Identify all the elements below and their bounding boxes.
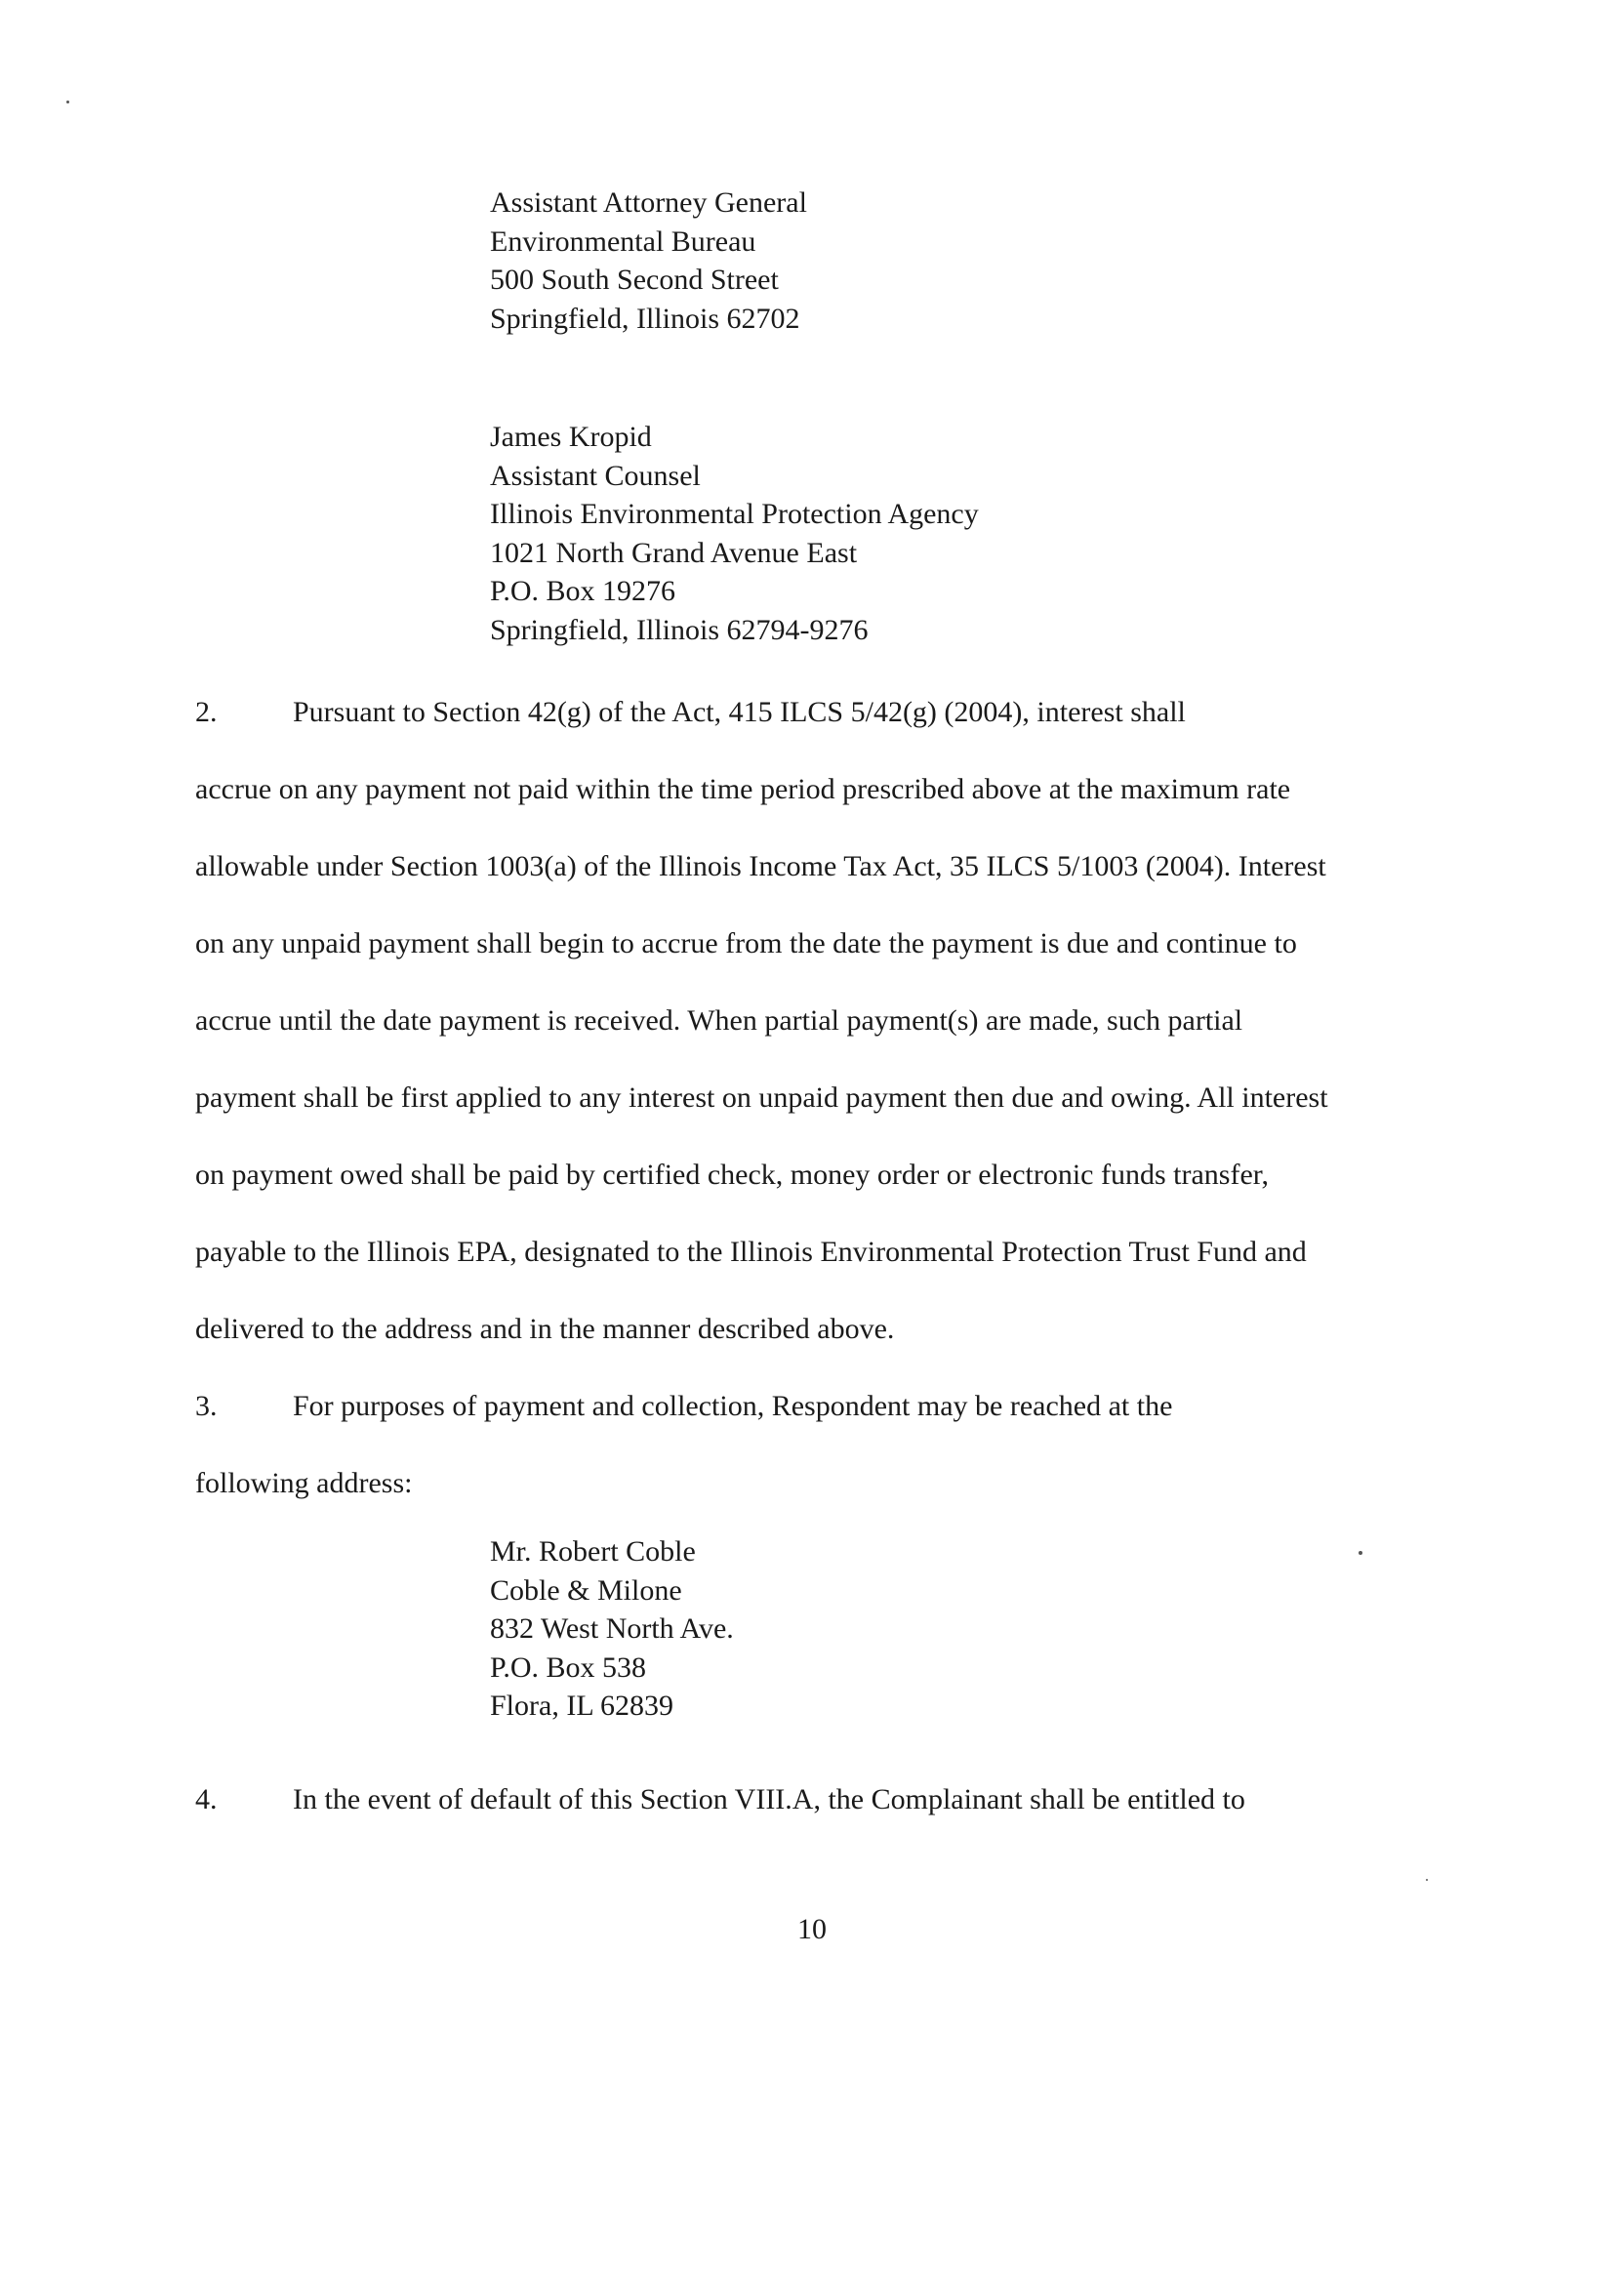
address-line: Mr. Robert Coble xyxy=(490,1535,696,1568)
paragraph-text: Pursuant to Section 42(g) of the Act, 415 ILCS 5/42(g) (2004), interest shall xyxy=(293,696,1186,728)
address-line: 1021 North Grand Avenue East xyxy=(490,536,858,569)
paragraph-first-line xyxy=(195,673,1474,751)
paragraph-number: 3. xyxy=(195,1390,218,1422)
address-line: P.O. Box 19276 xyxy=(490,575,676,607)
scan-speck xyxy=(1359,1551,1362,1555)
paragraph-number: 4. xyxy=(195,1783,218,1815)
address-line: P.O. Box 538 xyxy=(490,1650,647,1684)
paragraph-text-line: on payment owed shall be paid by certified check, money order or electronic funds transfer, xyxy=(195,1159,1270,1191)
page-number: 10 xyxy=(797,1913,827,1945)
paragraph-text-line: on any unpaid payment shall begin to accrue from the date the payment is due and continue to xyxy=(195,927,1297,959)
paragraph-first-line xyxy=(195,1761,1474,1838)
address-line: James Kropid xyxy=(490,421,652,453)
paragraph-text: For purposes of payment and collection, Respondent may be reached at the xyxy=(293,1390,1173,1422)
address-line: Assistant Counsel xyxy=(490,459,701,492)
address-line: Illinois Environmental Protection Agency xyxy=(490,498,979,530)
paragraph-text-line: delivered to the address and in the manner described above. xyxy=(195,1313,895,1345)
paragraph-text-line: following address: xyxy=(195,1467,413,1499)
paragraph-text-line: accrue until the date payment is received. When partial payment(s) are made, such partial xyxy=(195,1004,1243,1037)
address-line: Coble & Milone xyxy=(490,1573,682,1607)
scan-speck xyxy=(66,101,69,103)
address-line: 832 West North Ave. xyxy=(490,1612,734,1645)
paragraph-text-line: accrue on any payment not paid within the time period prescribed above at the maximum rate xyxy=(195,773,1291,805)
paragraph-text-line: allowable under Section 1003(a) of the Illinois Income Tax Act, 35 ILCS 5/1003 (2004). Interest xyxy=(195,850,1326,882)
paragraph-2 xyxy=(195,673,1474,1367)
paragraph-4 xyxy=(195,1761,1474,1838)
paragraph-text-line: payment shall be first applied to any interest on unpaid payment then due and owing. All interest xyxy=(195,1081,1328,1114)
paragraph-text-line: payable to the Illinois EPA, designated to the Illinois Environmental Protection Trust Fund and xyxy=(195,1236,1307,1268)
paragraph-3 xyxy=(195,1367,1474,1522)
address-block-iepa-counsel xyxy=(490,418,979,649)
paragraph-text: In the event of default of this Section VIII.A, the Complainant shall be entitled to xyxy=(293,1783,1245,1815)
address-line: Environmental Bureau xyxy=(490,224,756,258)
address-line: Springfield, Illinois 62702 xyxy=(490,302,800,335)
scan-speck xyxy=(1426,1879,1428,1881)
paragraph-number: 2. xyxy=(195,696,218,728)
address-line: Springfield, Illinois 62794-9276 xyxy=(490,613,869,646)
paragraph-first-line xyxy=(195,1367,1474,1445)
address-block-respondent xyxy=(490,1532,734,1726)
address-line: Flora, IL 62839 xyxy=(490,1690,674,1722)
address-line: 500 South Second Street xyxy=(490,264,779,296)
address-line: Assistant Attorney General xyxy=(490,186,807,219)
address-block-attorney-general xyxy=(490,183,807,338)
